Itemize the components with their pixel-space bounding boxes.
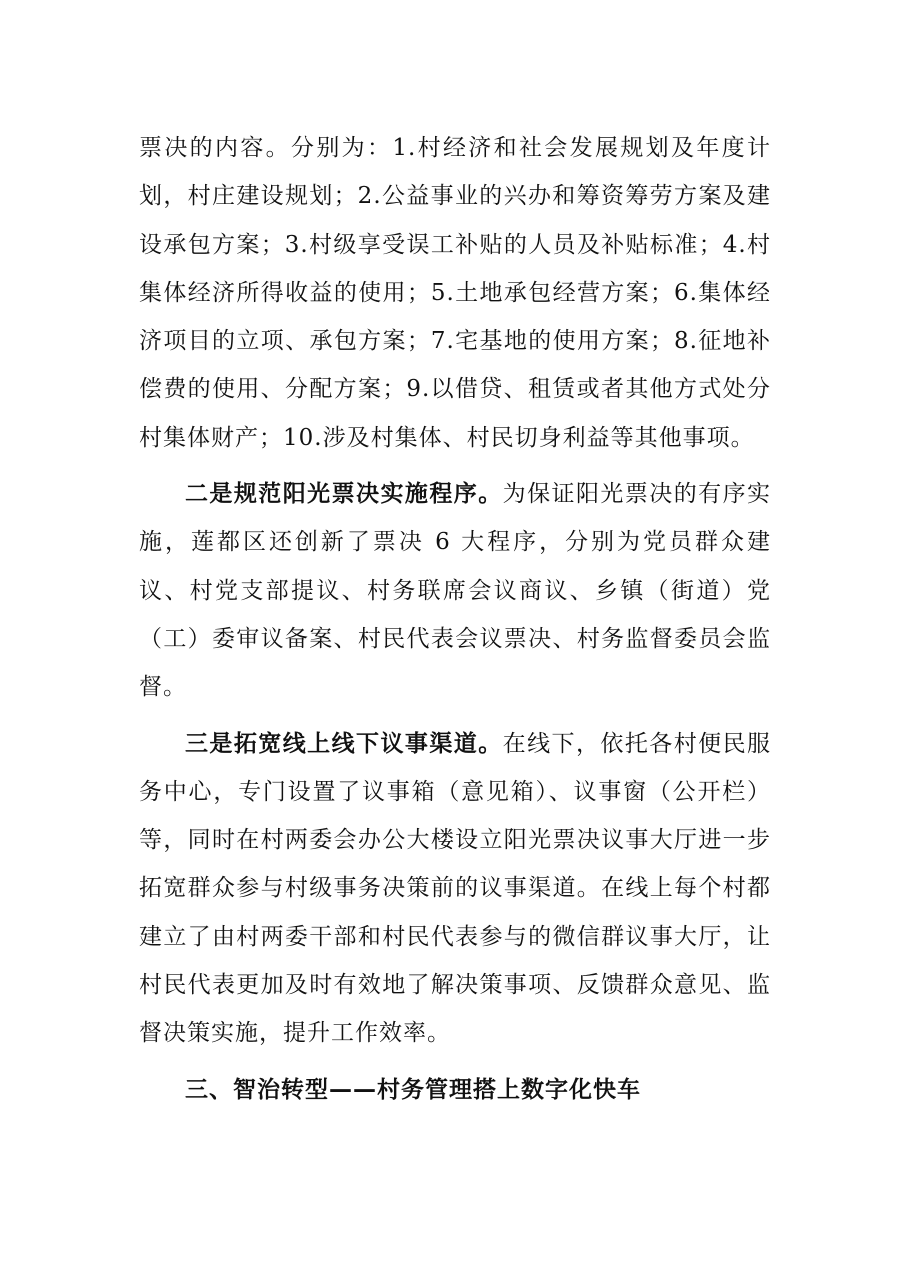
paragraph-text: 票决的内容。分别为：1.村经济和社会发展规划及年度计划，村庄建设规划；2.公益事业的兴办和筹资筹劳方案及建设承包方案；3.村级享受误工补贴的人员及补贴标准；4.村集体经济所得收益的使用；5.土地承包经营方案；6.集体经济项目的立项、承包方案；7.宅基地的使用方案；8.征地补偿费的使用、分配方案；9.以借贷、租赁或者其他方式处分村集体财产；10.涉及村集体、村民切身利益等其他事项。 [139, 135, 771, 451]
paragraph-discussion-channels [139, 720, 771, 1058]
paragraph-voting-procedure [139, 470, 771, 711]
paragraph-text: 为保证阳光票决的有序实施，莲都区还创新了票决 6 大程序，分别为党员群众建议、村党支部提议、村务联席会议商议、乡镇（街道）党（工）委审议备案、村民代表会议票决、村务监督委员会监督。 [139, 481, 772, 701]
paragraph-voting-content [139, 124, 771, 462]
paragraph-lead: 二是规范阳光票决实施程序。 [185, 481, 503, 508]
paragraph-lead: 三是拓宽线上线下议事渠道。 [185, 730, 503, 757]
document-body [139, 124, 771, 1114]
paragraph-text: 在线下，依托各村便民服务中心，专门设置了议事箱（意见箱）、议事窗（公开栏）等，同时在村两委会办公大楼设立阳光票决议事大厅进一步拓宽群众参与村级事务决策前的议事渠道。在线上每个村都建立了由村两委干部和村民代表参与的微信群议事大厅，让村民代表更加及时有效地了解决策事项、反馈群众意见、监督决策实施，提升工作效率。 [139, 730, 772, 1047]
section-heading: 三、智治转型——村务管理搭上数字化快车 [185, 1076, 641, 1103]
